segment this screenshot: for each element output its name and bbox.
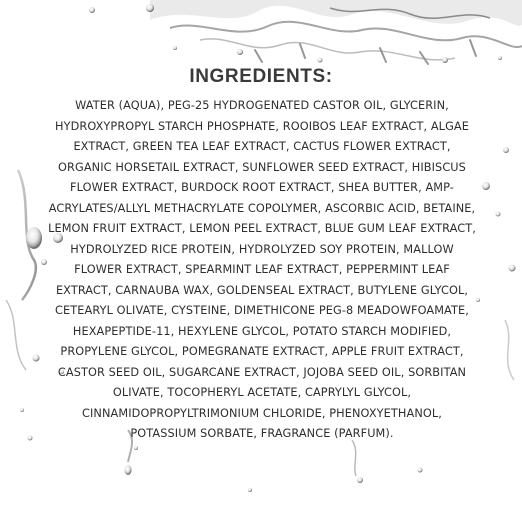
splash-top	[89, 0, 522, 64]
ingredients-list: WATER (AQUA), PEG-25 HYDROGENATED CASTOR OIL, GLYCERIN, HYDROXYPROPYL STARCH PHOSPHATE, ROOIBOS LEAF EXTRACT, ALGAE EXTRACT, GREEN TEA LEAF EXTRACT, CACTUS FLOWER EXTRACT, ORGANIC HORSETAIL EXTRACT, SUNFLOWER SEED EXTRACT, HIBISCUS FLOWER EXTRACT, BURDOCK ROOT EXTRACT, SHEA BUTTER, AMP-ACRYLATES/ALLYL METHACRYLATE COPOLYMER, ASCORBIC ACID, BETAINE, LEMON FRUIT EXTRACT, LEMON PEEL EXTRACT, BLUE GUM LEAF EXTRACT, HYDROLYZED RICE PROTEIN, HYDROLYZED SOY PROTEIN, MALLOW FLOWER EXTRACT, SPEARMINT LEAF EXTRACT, PEPPERMINT LEAF EXTRACT, CARNAUBA WAX, GOLDENSEAL EXTRACT, BUTYLENE GLYCOL, CETEARYL OLIVATE, CYSTEINE, DIMETHICONE PEG-8 MEADOWFOAMATE, HEXAPEPTIDE-11, HEXYLENE GLYCOL, POTATO STARCH MODIFIED, PROPYLENE GLYCOL, POMEGRANATE EXTRACT, APPLE FRUIT EXTRACT, CASTOR SEED OIL, SUGARCANE EXTRACT, JOJOBA SEED OIL, SORBITAN OLIVATE, TOCOPHERYL ACETATE, CAPRYLYL GLYCOL, CINNAMIDOPROPYLTRIMONIUM CHLORIDE, PHENOXYETHANOL, POTASSIUM SORBATE, FRAGRANCE (PARFUM).	[48, 99, 476, 440]
ingredients-title: INGREDIENTS:	[189, 66, 333, 87]
splash-right	[476, 147, 516, 380]
